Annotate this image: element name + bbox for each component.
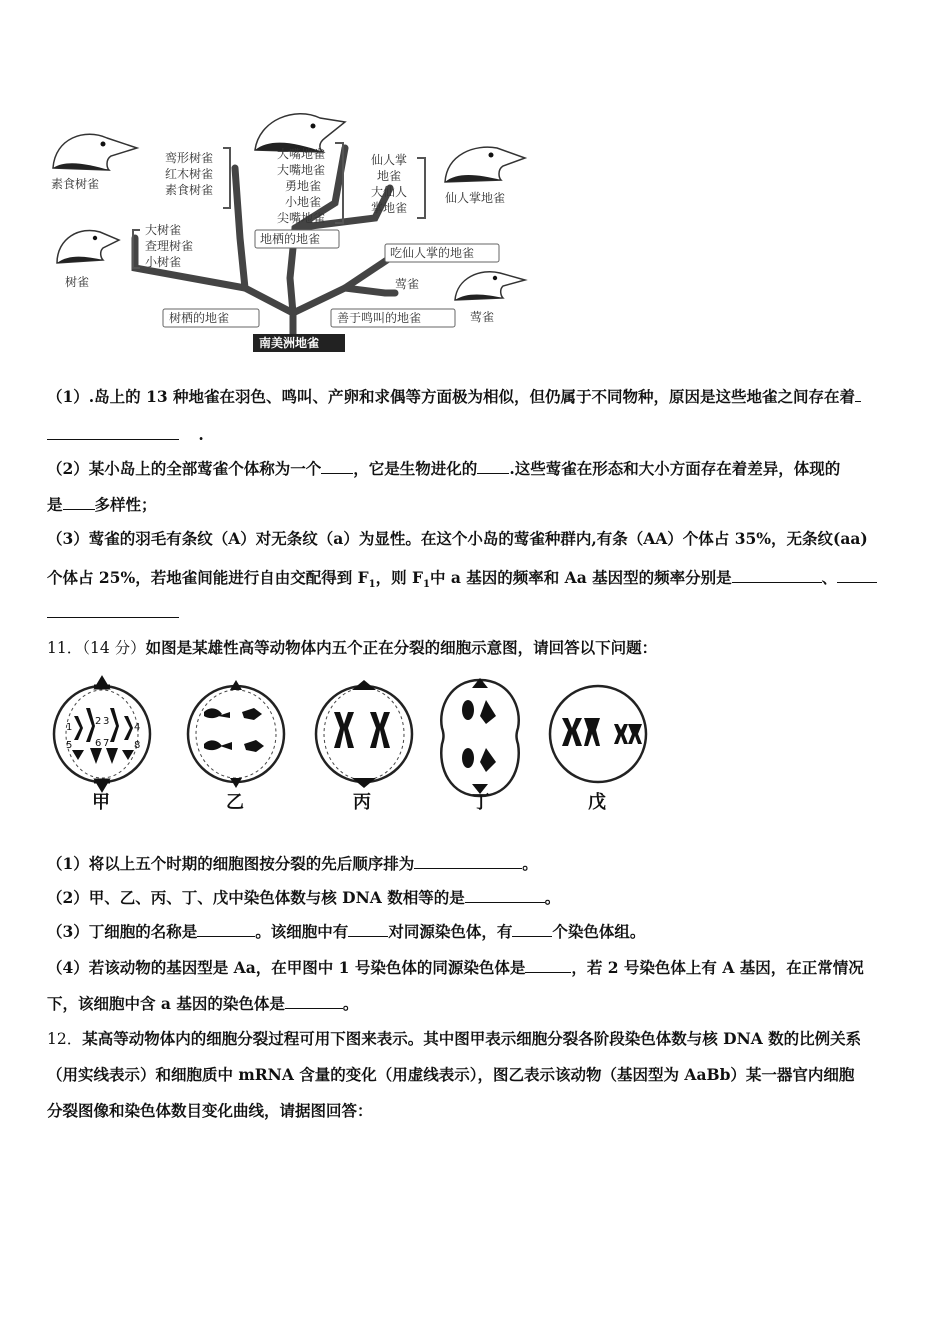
q11-s4b: ，若 2 号染色体上有 A 基因，在正常情况 (571, 958, 864, 977)
q10-part2-line2 (47, 494, 907, 515)
label-ding: 丁 (472, 792, 490, 813)
q10-p3c: ，则 F (375, 568, 423, 587)
q12-line2 (47, 1065, 907, 1085)
group-ground (277, 146, 325, 225)
label-tree-finch: 树雀 (65, 275, 90, 289)
q12-line3 (47, 1101, 907, 1121)
q11-s3c: 对同源染色体，有 (388, 922, 513, 941)
chrom-number: 4 (134, 722, 141, 733)
branch-cactus-label: 吃仙人掌的地雀 (390, 246, 475, 260)
tree1-item: 小树雀 (145, 255, 182, 269)
cell-yi (188, 680, 284, 788)
q11-s1b: 。 (522, 854, 538, 873)
q10-p3-sep: 、 (821, 568, 838, 587)
chrom-number: 7 (103, 738, 110, 749)
q10-part3-line1 (47, 529, 907, 549)
q11-sub4-line2 (47, 993, 907, 1014)
answer-blank[interactable] (477, 458, 509, 474)
label-warbler-finch: 莺雀 (470, 310, 495, 324)
answer-blank[interactable] (321, 458, 353, 474)
tree2-item: 鸾形树雀 (165, 151, 214, 165)
branch-ground-label: 地栖的地雀 (260, 232, 321, 246)
tree1-item: 大树雀 (145, 223, 182, 237)
label-warbler-leaf: 莺雀 (395, 277, 420, 291)
q12-text-2: （用实线表示）和细胞质中 mRNA 含量的变化（用虚线表示），图乙表示该动物（基因型为 AaBb）某一器官内细胞 (47, 1065, 855, 1084)
ground-item: 尖嘴地雀 (277, 211, 326, 225)
label-bing: 丙 (353, 792, 371, 813)
q10-p1-end: . (198, 425, 204, 444)
q10-p3a: （3）莺雀的羽毛有条纹（A）对无条纹（a）为显性。在这个小岛的莺雀种群内,有条（AA）个体占 35%，无条纹(aa) (47, 529, 868, 548)
ground-item: 小地雀 (285, 195, 322, 209)
label-cactus-finch: 仙人掌地雀 (445, 191, 506, 205)
tree1-item: 查理树雀 (145, 239, 194, 253)
cell-wu (550, 686, 646, 782)
q11-s4c: 下，该细胞中含 a 基因的染色体是 (47, 994, 285, 1013)
answer-blank[interactable] (47, 424, 179, 440)
q10-part1-line1 (47, 386, 907, 407)
q11-heading (47, 638, 907, 658)
answer-blank[interactable] (855, 386, 861, 402)
bird-head-tree (57, 230, 119, 263)
group-cactus (371, 152, 407, 215)
branch-warbler-label: 善于鸣叫的地雀 (337, 311, 422, 325)
q10-part2-line1 (47, 458, 907, 479)
q11-number: 11．（14 分） (47, 639, 146, 657)
ground-item: 大嘴地雀 (277, 163, 326, 177)
cactus-item: 大仙人 (371, 185, 408, 199)
finch-tree-figure (45, 108, 535, 356)
branch-tree-perching-label: 树栖的地雀 (169, 311, 230, 325)
label-veg-finch: 素食树雀 (51, 177, 100, 191)
chrom-number: 5 (66, 740, 73, 751)
chrom-number: 3 (103, 716, 110, 727)
q11-sub4-line1 (47, 957, 907, 978)
q11-title: 如图是某雄性高等动物体内五个正在分裂的细胞示意图，请回答以下问题： (145, 638, 658, 657)
q11-sub3 (47, 921, 907, 942)
tree2-item: 素食树雀 (165, 183, 214, 197)
q10-p3d: 中 a 基因的频率和 Aa 基因型的频率分别是 (429, 568, 732, 587)
chrom-number: 6 (95, 738, 102, 749)
answer-blank[interactable] (837, 567, 877, 583)
label-jia: 甲 (92, 792, 110, 813)
q11-s2a: （2）甲、乙、丙、丁、戊中染色体数与核 DNA 数相等的是 (47, 888, 465, 907)
answer-blank[interactable] (63, 494, 95, 510)
q10-p2b: ，它是生物进化的 (353, 459, 478, 478)
q10-p2a: （2）某小岛上的全部莺雀个体称为一个 (47, 459, 322, 478)
cactus-item: 地雀 (377, 169, 402, 183)
bird-head-veg (53, 134, 137, 170)
q11-sub1 (47, 853, 907, 874)
chrom-number: 2 (95, 716, 102, 727)
label-wu: 戊 (588, 792, 606, 813)
answer-blank[interactable] (414, 853, 522, 869)
subscript: 1 (368, 579, 376, 591)
answer-blank[interactable] (47, 602, 179, 618)
answer-blank[interactable] (525, 957, 571, 973)
subscript: 1 (422, 579, 430, 591)
q10-p2d: 是 (47, 495, 63, 514)
q11-s3d: 个染色体组。 (552, 922, 646, 941)
group-tree-1 (145, 222, 193, 269)
ground-item: 勇地雀 (285, 179, 322, 193)
answer-blank[interactable] (732, 567, 822, 583)
q11-s4a: （4）若该动物的基因型是 Aa，在甲图中 1 号染色体的同源染色体是 (47, 958, 526, 977)
answer-blank[interactable] (465, 887, 545, 903)
answer-blank[interactable] (285, 993, 343, 1009)
root-label: 南美洲地雀 (259, 336, 320, 350)
ground-item: 大嘴地雀 (277, 147, 326, 161)
q10-part3-line3 (47, 602, 907, 623)
q11-s4d: 。 (342, 994, 359, 1013)
q11-s2b: 。 (544, 888, 561, 907)
cell-ding (441, 678, 518, 796)
cactus-item: 仙人掌 (371, 153, 408, 167)
q10-p1-text: （1）.岛上的 13 种地雀在羽色、鸣叫、产卵和求偶等方面极为相似，但仍属于不同物种，原因是这些地雀之间存在着 (47, 387, 856, 406)
bird-head-cactus (445, 147, 525, 182)
q10-p2e: 多样性； (94, 495, 157, 514)
cactus-item: 掌地雀 (371, 201, 408, 215)
answer-blank[interactable] (197, 921, 255, 937)
label-yi: 乙 (226, 792, 244, 813)
chrom-number: 8 (134, 740, 141, 751)
q10-part3-line2 (47, 567, 907, 595)
q12-line1 (47, 1029, 907, 1049)
bird-head-warbler (455, 272, 525, 300)
tree2-item: 红木树雀 (165, 167, 214, 181)
group-tree-2 (165, 150, 213, 197)
q11-sub2 (47, 887, 907, 908)
cell-jia (54, 678, 150, 790)
q12-text-3: 分裂图像和染色体数目变化曲线，请据图回答： (47, 1101, 373, 1120)
q11-s3a: （3）丁细胞的名称是 (47, 922, 198, 941)
answer-blank[interactable] (512, 921, 552, 937)
q11-s1a: （1）将以上五个时期的细胞图按分裂的先后顺序排为 (47, 854, 415, 873)
q10-p2c: .这些莺雀在形态和大小方面存在着差异，体现的 (509, 459, 841, 478)
q10-part1-line2 (47, 424, 907, 445)
q10-p3b: 个体占 25%，若地雀间能进行自由交配得到 F (47, 568, 369, 587)
q11-s3b: 。该细胞中有 (255, 922, 349, 941)
chrom-number: 1 (66, 722, 73, 733)
q12-text-1: 某高等动物体内的细胞分裂过程可用下图来表示。其中图甲表示细胞分裂各阶段染色体数与核 DNA 数的比例关系 (82, 1029, 862, 1048)
answer-blank[interactable] (348, 921, 388, 937)
cell-bing (316, 680, 412, 788)
q12-number: 12． (47, 1030, 83, 1048)
